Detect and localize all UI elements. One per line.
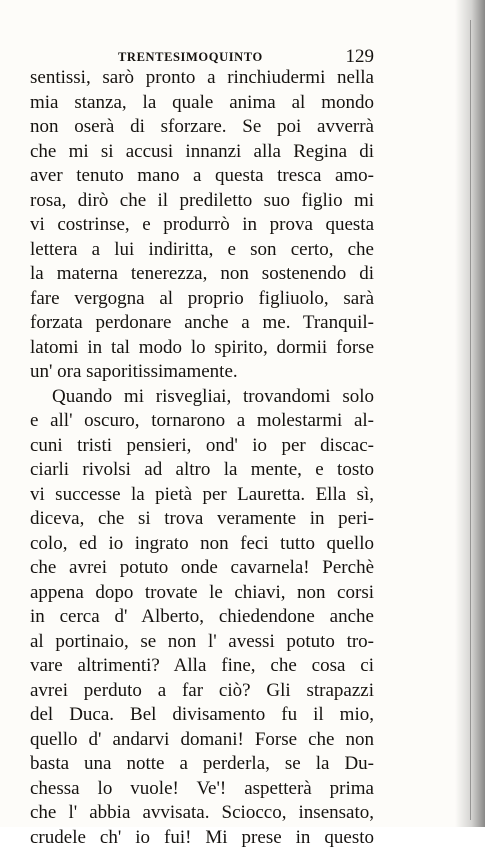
text-line: e all' oscuro, tornarono a molestarmi al-	[30, 409, 374, 434]
paragraph	[30, 385, 374, 850]
text-line: aver tenuto mano a questa tresca amo-	[30, 164, 374, 189]
text-line: chessa lo vuole! Ve'! aspetterà prima	[30, 777, 374, 802]
text-line: non oserà di sforzare. Se poi avverrà	[30, 115, 374, 140]
text-line: cuni tristi pensieri, ond' io per discac-	[30, 434, 374, 459]
text-line: al portinaio, se non l' avessi potuto tro-	[30, 630, 374, 655]
text-line: vi costrinse, e produrrò in prova questa	[30, 213, 374, 238]
text-line: lettera a lui indiritta, e son certo, che	[30, 238, 374, 263]
text-line: basta una notte a perderla, se la Du-	[30, 752, 374, 777]
text-line: vare altrimenti? Alla fine, che cosa ci	[30, 654, 374, 679]
text-line: che l' abbia avvisata. Sciocco, insensato,	[30, 801, 374, 826]
text-line: forzata perdonare anche a me. Tranquil-	[30, 311, 374, 336]
text-line: che mi si accusi innanzi alla Regina di	[30, 140, 374, 165]
binding-edge	[470, 20, 471, 820]
text-line: diceva, che si trova veramente in peri-	[30, 507, 374, 532]
text-line: un' ora saporitissimamente.	[30, 360, 374, 385]
text-line: colo, ed io ingrato non feci tutto quello	[30, 532, 374, 557]
text-line: rosa, dirò che il prediletto suo figlio mi	[30, 189, 374, 214]
text-line: in cerca d' Alberto, chiedendone anche	[30, 605, 374, 630]
text-line: quello d' andarvi domani! Forse che non	[30, 728, 374, 753]
page-header	[30, 46, 374, 68]
text-line: latomi in tal modo lo spirito, dormii forse	[30, 336, 374, 361]
text-line: vi successe la pietà per Lauretta. Ella sì,	[30, 483, 374, 508]
text-line: fare vergogna al proprio figliuolo, sarà	[30, 287, 374, 312]
text-line: appena dopo trovate le chiavi, non corsi	[30, 581, 374, 606]
text-line: che avrei potuto onde cavarnela! Perchè	[30, 556, 374, 581]
body-text	[30, 66, 374, 850]
page-number: 129	[346, 46, 375, 68]
text-line: Quando mi risvegliai, trovandomi solo	[30, 385, 374, 410]
text-line: avrei perduto a far ciò? Gli strapazzi	[30, 679, 374, 704]
text-line: ciarli rivolsi ad altro la mente, e tosto	[30, 458, 374, 483]
text-line: la materna tenerezza, non sostenendo di	[30, 262, 374, 287]
text-line: mia stanza, la quale anima al mondo	[30, 91, 374, 116]
running-head: TRENTESIMOQUINTO	[118, 50, 263, 65]
text-line: sentissi, sarò pronto a rinchiudermi nella	[30, 66, 374, 91]
paragraph	[30, 66, 374, 385]
text-line: del Duca. Bel divisamento fu il mio,	[30, 703, 374, 728]
text-line: crudele ch' io fui! Mi prese in questo	[30, 826, 374, 850]
